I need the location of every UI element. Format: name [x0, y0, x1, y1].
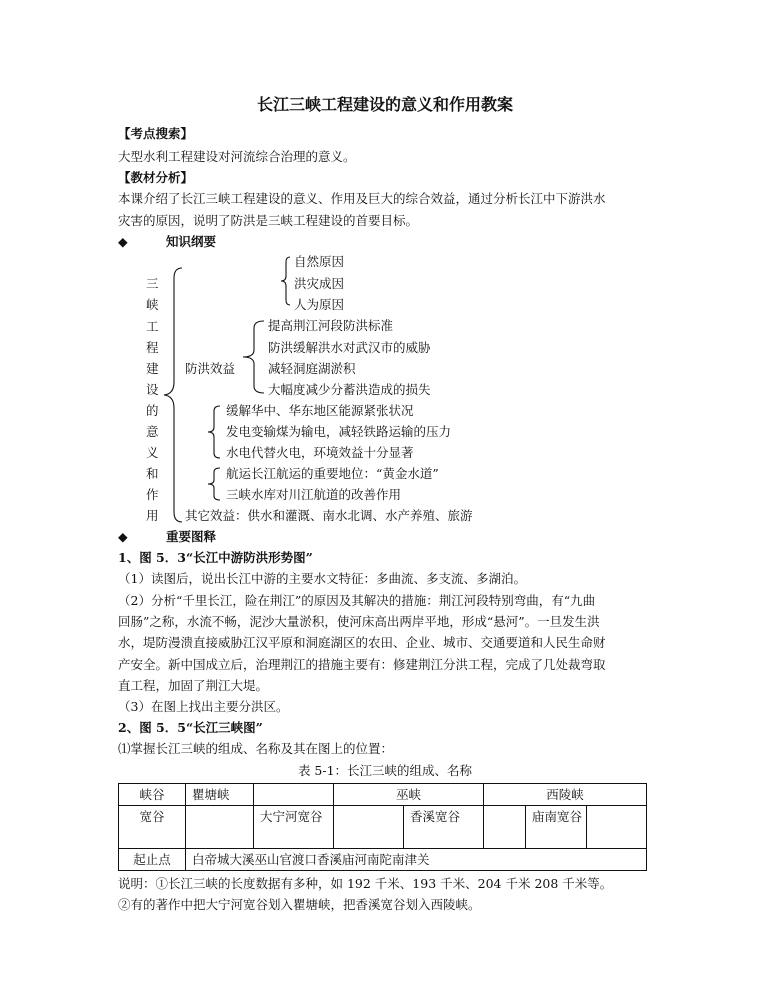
fig1-p1: （1）读图后，说出长江中游的主要水文特征：多曲流、多支流、多湖泊。 — [118, 571, 526, 586]
table-cell: 白帝城大溪巫山官渡口香溪庙河南陀南津关 — [186, 849, 647, 871]
table-cell: 巫峡 — [334, 784, 484, 806]
jiaocai-line1: 本课介绍了长江三峡工程建设的意义、作用及巨大的综合效益，通过分析长江中下游洪水 — [118, 191, 606, 206]
table-row — [119, 784, 647, 806]
causes-brace-icon — [280, 256, 292, 306]
gorges-table — [118, 783, 647, 871]
cause-item: 自然原因 — [294, 254, 345, 269]
vertical-char: 用 — [146, 508, 159, 523]
vertical-char: 义 — [146, 445, 159, 460]
flood-item: 大幅度减少分蓄洪造成的损失 — [268, 382, 431, 397]
fig1-p3: （3）在图上找出主要分洪区。 — [118, 699, 289, 714]
power-brace-icon — [206, 405, 222, 459]
flood-brace-icon — [240, 320, 266, 394]
fig1-p2-line: （2）分析“千里长江，险在荆江”的原因及其解决的措施：荆江河段特别弯曲，有“九曲 — [118, 593, 596, 608]
vertical-char: 和 — [146, 466, 159, 481]
table-cell — [587, 806, 647, 849]
power-item: 发电变输煤为输电，减轻铁路运输的压力 — [226, 424, 452, 439]
jiaocai-heading: 【教材分析】 — [118, 170, 194, 185]
shipping-brace-icon — [206, 467, 222, 501]
shipping-item: 三峡水库对川江航道的改善作用 — [226, 487, 402, 502]
table-cell — [254, 784, 334, 806]
outline-heading: 知识纲要 — [166, 234, 217, 249]
table-cell: 瞿塘峡 — [186, 784, 254, 806]
table-cell — [186, 806, 254, 849]
table-cell — [334, 806, 404, 849]
table-row — [119, 806, 647, 849]
table-cell: 香溪宽谷 — [404, 806, 484, 849]
table-cell: 西陵峡 — [484, 784, 647, 806]
table-cell: 大宁河宽谷 — [254, 806, 334, 849]
vertical-char: 工 — [146, 319, 159, 334]
fig1-p2-line: 产安全。新中国成立后，治理荆江的措施主要有：修建荆江分洪工程，完成了几处裁弯取 — [118, 657, 606, 672]
vertical-char: 峡 — [146, 297, 159, 312]
outline-bullet-icon: ◆ — [118, 234, 128, 249]
kaodian-heading: 【考点搜索】 — [118, 126, 194, 141]
vertical-char: 意 — [146, 424, 159, 439]
flood-benefit-label: 防洪效益 — [185, 361, 236, 376]
page-title: 长江三峡工程建设的意义和作用教案 — [256, 95, 513, 114]
flood-item: 减轻洞庭湖淤积 — [268, 361, 356, 376]
cause-item: 洪灾成因 — [294, 276, 345, 291]
table-caption: 表 5-1：长江三峡的组成、名称 — [297, 763, 473, 778]
fig1-p2-line: 直工程，加固了荆江大堤。 — [118, 678, 269, 693]
figures-heading: 重要图释 — [166, 529, 217, 544]
power-item: 缓解华中、华东地区能源紧张状况 — [226, 403, 414, 418]
table-cell — [484, 806, 526, 849]
cause-item: 人为原因 — [294, 297, 345, 312]
fig1-p2-line: 回肠”之称，水流不畅，泥沙大量淤积，使河床高出两岸平地，形成“悬河”。一旦发生洪 — [118, 614, 600, 629]
vertical-char: 设 — [146, 382, 159, 397]
note-1: 说明：①长江三峡的长度数据有多种，如 192 千米、193 千米、204 千米 208 千米等。 — [118, 876, 613, 891]
power-item: 水电代替火电，环境效益十分显著 — [226, 445, 414, 460]
vertical-char: 三 — [146, 276, 159, 291]
table-row — [119, 849, 647, 871]
fig2-title: 2、图 5．5“长江三峡图” — [118, 720, 263, 735]
table-cell: 起止点 — [119, 849, 186, 871]
vertical-char: 建 — [146, 361, 159, 376]
fig1-title: 1、图 5．3“长江中游防洪形势图” — [118, 550, 313, 565]
flood-item: 防洪缓解洪水对武汉市的威胁 — [268, 340, 431, 355]
table-cell: 峡谷 — [119, 784, 186, 806]
table-cell: 宽谷 — [119, 806, 186, 849]
flood-item: 提高荆江河段防洪标准 — [268, 318, 394, 333]
vertical-char: 的 — [146, 403, 159, 418]
figures-bullet-icon: ◆ — [118, 529, 128, 544]
table-cell: 庙南宽谷 — [526, 806, 587, 849]
shipping-item: 航运长江航运的重要地位：“黄金水道” — [226, 466, 439, 481]
fig2-p1: ⑴掌握长江三峡的组成、名称及其在图上的位置： — [118, 741, 394, 756]
kaodian-text: 大型水利工程建设对河流综合治理的意义。 — [118, 149, 356, 164]
main-brace-icon — [160, 268, 184, 522]
vertical-char: 作 — [146, 487, 159, 502]
other-benefits: 其它效益：供水和灌溉、南水北调、水产养殖、旅游 — [185, 508, 473, 523]
jiaocai-line2: 灾害的原因，说明了防洪是三峡工程建设的首要目标。 — [118, 213, 419, 228]
fig1-p2-line: 水，堤防漫溃直接威胁江汉平原和洞庭湖区的农田、企业、城市、交通要道和人民生命财 — [118, 635, 606, 650]
note-2: ②有的著作中把大宁河宽谷划入瞿塘峡，把香溪宽谷划入西陵峡。 — [118, 897, 481, 912]
vertical-char: 程 — [146, 340, 159, 355]
